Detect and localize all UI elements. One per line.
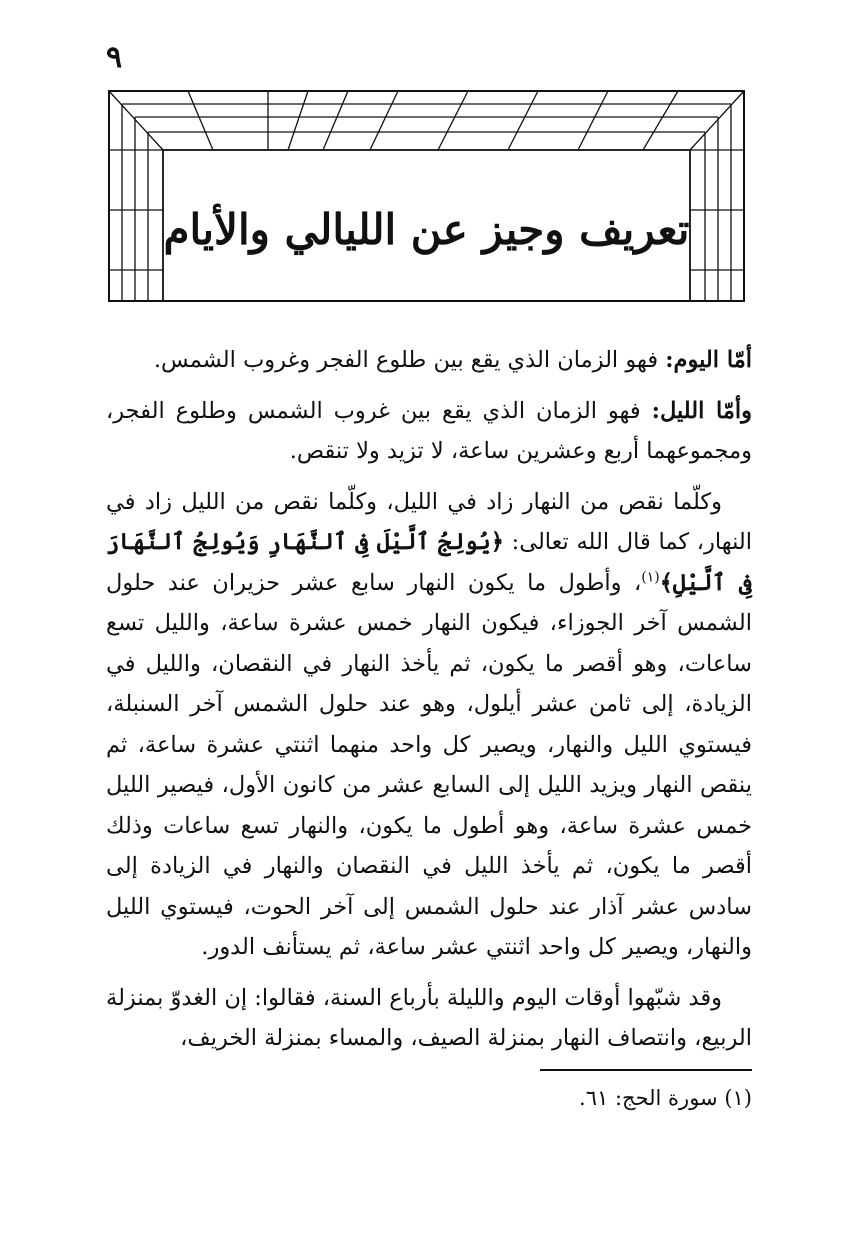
paragraph-text: وكلّما نقص من النهار زاد في الليل، وكلّما نقص من الليل زاد في النهار، كما قال الله تعالى:: [106, 488, 753, 555]
paragraph-text: فهو الزمان الذي يقع بين طلوع الفجر وغروب الشمس.: [153, 347, 666, 373]
title-frame: [108, 90, 745, 302]
paragraph-quarters: [106, 978, 752, 1059]
paragraph-seasons: [106, 482, 752, 968]
footnote-divider: [540, 1069, 752, 1071]
page-number: ٩: [106, 40, 123, 75]
paragraph-lead: أمّا اليوم:: [665, 347, 752, 373]
footnote: (١) سورة الحج: ٦١.: [579, 1086, 752, 1110]
quran-verse: ﴿يُولِجُ ٱلَّيْلَ فِى ٱلنَّهَارِ وَيُولِجُ ٱلنَّهَارَ فِى ٱلَّيْلِ﴾: [106, 529, 753, 596]
paragraph-day: [106, 340, 752, 381]
body-text: [106, 340, 752, 1059]
page-title: تعريف وجيز عن الليالي والأيام: [163, 205, 690, 254]
footnote-reference: (١): [641, 569, 660, 585]
paragraph-text: ، وأطول ما يكون النهار سابع عشر حزيران عند حلول الشمس آخر الجوزاء، فيكون النهار خمس عشرة ساعة، والليل تسع ساعات، وهو أقصر ما يكون، ثم يأخذ النهار في النقصان، والليل في الزيادة، إلى ثامن عشر أيلول، وهو عند حلول الشمس آخر السنبلة، فيستوي الليل والنهار، ويصير كل واحد منهما اثنتي عشرة ساعة، ثم ينقص النهار ويزيد الليل إلى السابع عشر من كانون الأول، فيصير الليل خمس عشرة ساعة، وهو أطول ما يكون، والنهار تسع ساعات وذلك أقصر ما يكون، ثم يأخذ الليل في النقصان والنهار في الزيادة إلى سادس عشر آذار عند حلول الشمس إلى آخر الحوت، فيستوي الليل والنهار، ويصير كل واحد اثنتي عشر ساعة، ثم يستأنف الدور.: [106, 569, 752, 960]
paragraph-text: وقد شبّهوا أوقات اليوم والليلة بأرباع السنة، فقالوا: إن الغدوّ بمنزلة الربيع، وانتصاف النهار بمنزلة الصيف، والمساء بمنزلة الخريف،: [106, 984, 752, 1051]
paragraph-text: فهو الزمان الذي يقع بين غروب الشمس وطلوع الفجر، ومجموعهما أربع وعشرين ساعة، لا تزيد ولا تنقص.: [106, 397, 752, 464]
paragraph-lead: وأمّا الليل:: [651, 397, 752, 424]
paragraph-night: [106, 391, 752, 472]
